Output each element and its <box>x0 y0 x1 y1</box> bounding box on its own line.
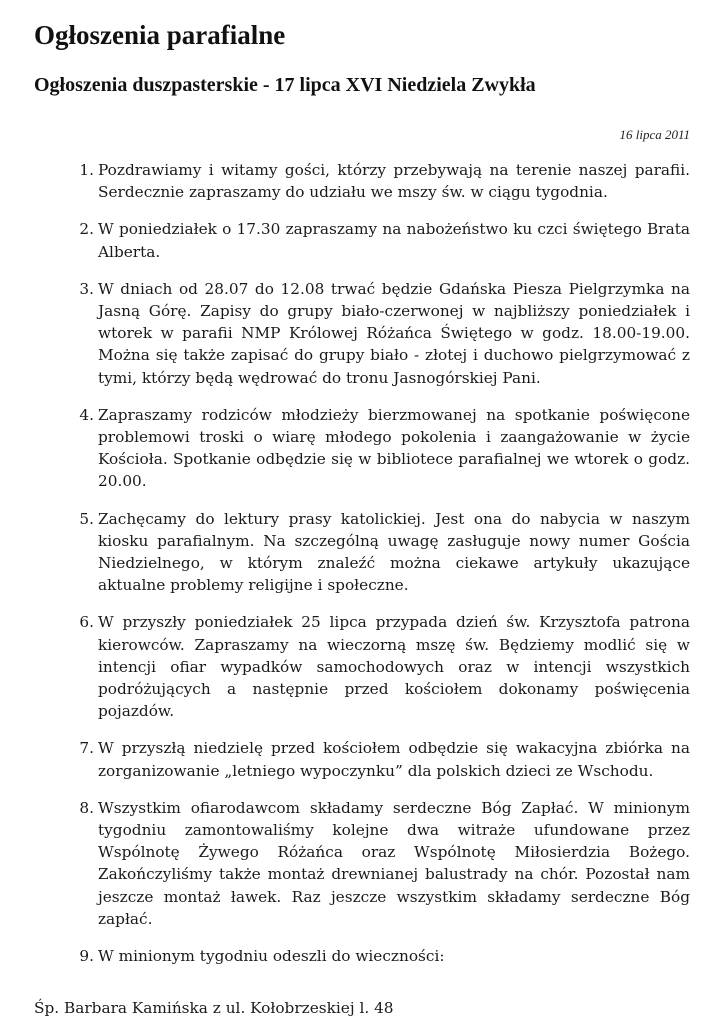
item-text: W przyszłą niedzielę przed kościołem odbędzie się wakacyjna zbiórka na zorganizowanie „letniego wypoczynku” dla polskich dzieci ze Wschodu. <box>98 739 690 780</box>
list-item <box>79 737 690 781</box>
item-text: W poniedziałek o 17.30 zapraszamy na nabożeństwo ku czci świętego Brata Alberta. <box>98 220 690 261</box>
site-title: Ogłoszenia parafialne <box>34 20 286 50</box>
list-item <box>79 278 690 389</box>
item-text: Zapraszamy rodziców młodzieży bierzmowanej na spotkanie poświęcone problemowi troski o wiarę młodego pokolenia i zaangażowanie w życie Kościoła. Spotkanie odbędzie się w bibliotece parafialnej we wtorek o godz. 20.00. <box>98 405 690 491</box>
item-number: 3. <box>79 279 94 298</box>
list-item <box>79 508 690 597</box>
list-item <box>79 945 690 967</box>
item-text: W minionym tygodniu odeszli do wieczności: <box>98 947 445 966</box>
obituary-line: Śp. Barbara Kamińska z ul. Kołobrzeskiej l. 48 <box>34 999 394 1017</box>
list-item <box>79 159 690 203</box>
item-number: 2. <box>79 220 94 239</box>
publication-date: 16 lipca 2011 <box>619 127 690 142</box>
list-item <box>79 218 690 262</box>
item-number: 8. <box>79 798 94 817</box>
item-number: 6. <box>79 613 94 632</box>
item-number: 5. <box>79 509 94 528</box>
item-number: 4. <box>79 405 94 424</box>
announcement-list <box>0 159 725 982</box>
item-number: 1. <box>79 161 94 179</box>
item-text: Pozdrawiamy i witamy gości, którzy przebywają na terenie naszej parafii. Serdecznie zapraszamy do udziału we mszy św. w ciągu tygodnia. <box>98 161 690 202</box>
item-number: 7. <box>79 739 94 758</box>
item-text: Wszystkim ofiarodawcom składamy serdeczne Bóg Zapłać. W minionym tygodniu zamontowaliśmy kolejne dwa witraże ufundowane przez Wspólnotę Żywego Różańca oraz Wspólnotę Miłosierdzia Bożego. Zakończyliśmy także montaż drewnianej balustrady na chór. Pozostał nam jeszcze montaż ławek. Raz jeszcze wszystkim składamy serdeczne Bóg zapłać. <box>98 798 690 928</box>
item-text: Zachęcamy do lektury prasy katolickiej. Jest ona do nabycia w naszym kiosku parafialnym. Na szczególną uwagę zasługuje nowy numer Gościa Niedzielnego, w którym znaleźć można ciekawe artykuły ukazujące aktualne problemy religijne i społeczne. <box>98 509 690 595</box>
list-item <box>79 797 690 930</box>
item-text: W przyszły poniedziałek 25 lipca przypada dzień św. Krzysztofa patrona kierowców. Zapraszamy na wieczorną mszę św. Będziemy modlić się w intencji ofiar wypadków samochodowych oraz w intencji wszystkich podróżujących a następnie przed kościołem dokonamy poświęcenia pojazdów. <box>98 613 690 721</box>
list-item <box>79 611 690 722</box>
article-title: Ogłoszenia duszpasterskie - 17 lipca XVI Niedziela Zwykła <box>34 74 536 96</box>
item-text: W dniach od 28.07 do 12.08 trwać będzie Gdańska Piesza Pielgrzymka na Jasną Górę. Zapisy do grupy biało-czerwonej w najbliższy poniedziałek i wtorek w parafii NMP Królowej Różańca Świętego w godz. 18.00-19.00. Można się także zapisać do grupy biało - złotej i duchowo pielgrzymować z tymi, którzy będą wędrować do tronu Jasnogórskiej Pani. <box>98 279 690 387</box>
item-number: 9. <box>79 947 94 966</box>
list-item <box>79 404 690 493</box>
